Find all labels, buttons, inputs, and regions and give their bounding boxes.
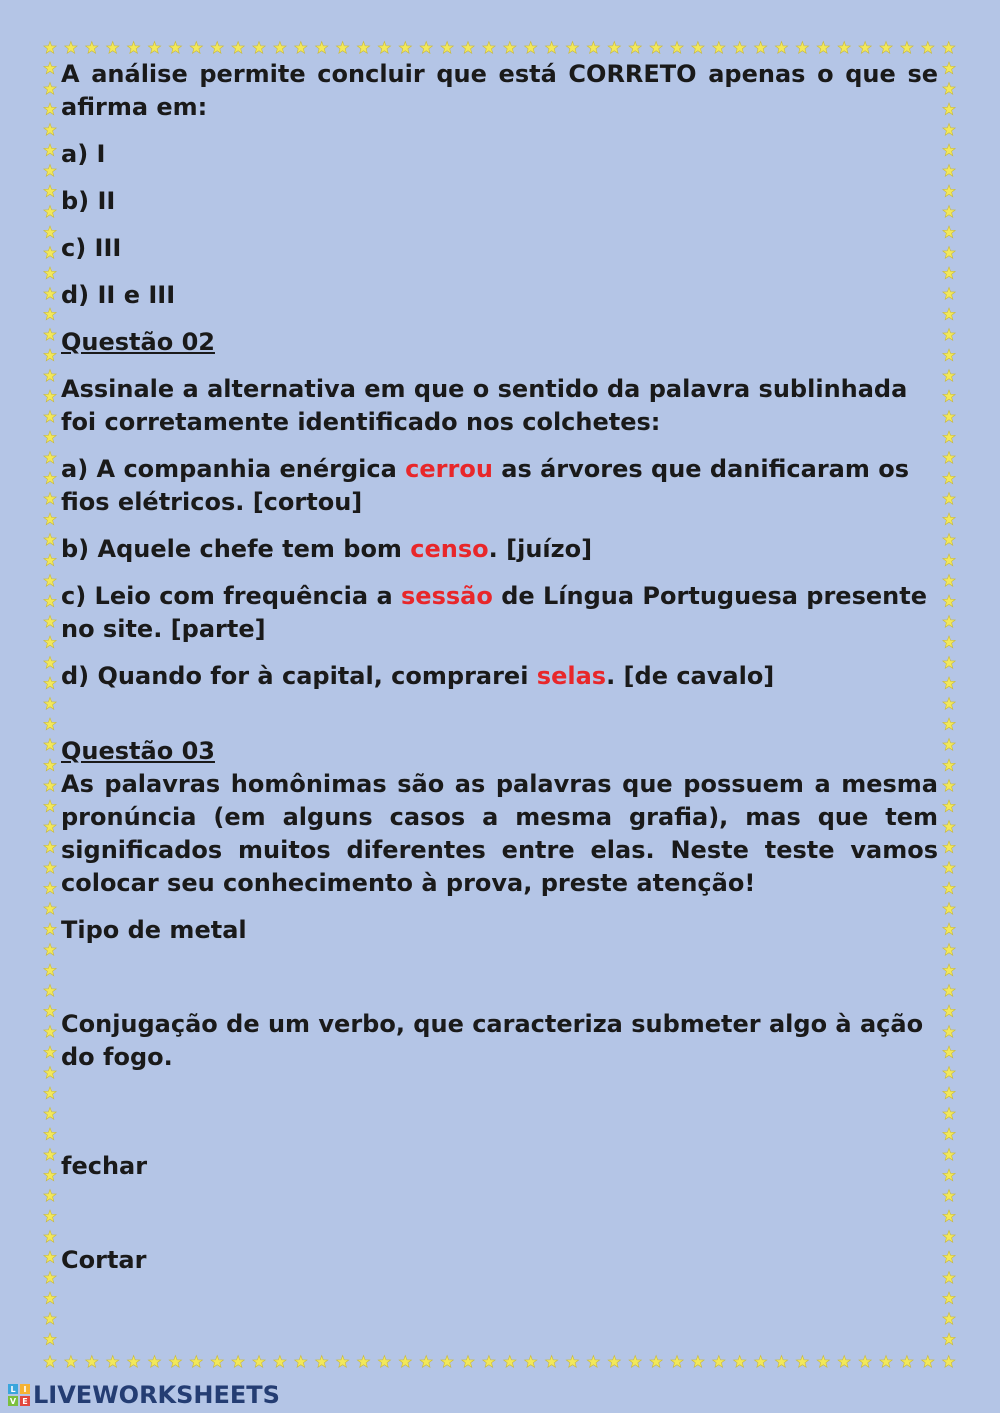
svg-text:I: I [23,1385,27,1394]
star-icon [566,1356,578,1368]
star-icon [943,452,955,464]
star-icon [295,1356,307,1368]
star-icon [504,42,516,54]
star-icon [943,1356,955,1368]
star-icon [86,42,98,54]
star-icon [943,985,955,997]
star-icon [253,1356,265,1368]
star-icon [44,349,56,361]
star-icon [943,780,955,792]
footer-brand[interactable] [8,1380,280,1410]
svg-text:V: V [9,1397,17,1406]
star-icon [943,1087,955,1099]
star-icon [943,206,955,218]
star-icon [880,42,892,54]
star-icon [775,42,787,54]
star-icon [943,1128,955,1140]
star-icon [943,62,955,74]
star-icon [44,657,56,669]
star-icon [943,1313,955,1325]
star-icon [378,1356,390,1368]
star-icon [86,1356,98,1368]
question-01-stem: A análise permite concluir que está CORRETO apenas o que se afirma em: [61,60,938,121]
option-text: d) Quando for à capital, comprarei [61,662,537,690]
star-icon [525,1356,537,1368]
star-icon [44,1210,56,1222]
star-icon [692,42,704,54]
star-icon [713,1356,725,1368]
highlighted-word: censo [410,535,489,563]
option-text: . [de cavalo] [606,662,775,690]
star-icon [44,144,56,156]
star-icon [336,1356,348,1368]
svg-text:L: L [10,1385,16,1394]
star-icon [943,636,955,648]
star-icon [44,226,56,238]
star-icon [44,42,56,54]
star-icon [943,83,955,95]
star-icon [922,42,934,54]
star-icon [943,964,955,976]
star-icon [44,329,56,341]
star-icon [943,390,955,402]
star-icon [44,1169,56,1181]
star-icon [943,903,955,915]
star-icon [943,103,955,115]
star-icon [943,165,955,177]
star-icon [44,1190,56,1202]
option-text: b) Aquele chefe tem bom [61,535,411,563]
star-icon [754,42,766,54]
star-icon [943,349,955,361]
star-icon [943,677,955,689]
star-icon [943,800,955,812]
star-icon [629,42,641,54]
star-icon [817,42,829,54]
star-icon [420,42,432,54]
star-icon [211,1356,223,1368]
star-icon [44,1108,56,1120]
star-icon [943,267,955,279]
star-icon [44,1231,56,1243]
star-icon [44,1149,56,1161]
star-icon [44,185,56,197]
star-icon [587,1356,599,1368]
star-icon [232,42,244,54]
star-icon [566,42,578,54]
star-icon [44,267,56,279]
star-icon [65,1356,77,1368]
star-icon [943,718,955,730]
star-icon [44,62,56,74]
star-icon [44,247,56,259]
star-icon [483,42,495,54]
star-icon [943,1231,955,1243]
star-icon [545,1356,557,1368]
star-icon [127,42,139,54]
star-icon [943,882,955,894]
option-text: c) Leio com frequência a [61,582,402,610]
star-icon [650,42,662,54]
star-icon [943,1169,955,1181]
star-icon [107,42,119,54]
star-icon [44,1292,56,1304]
star-icon [483,1356,495,1368]
star-icon [44,370,56,382]
star-icon [796,42,808,54]
star-icon [316,1356,328,1368]
star-icon [44,698,56,710]
question-01-option-b: b) II [61,187,116,215]
star-icon [629,1356,641,1368]
star-icon [943,288,955,300]
star-icon [943,1005,955,1017]
star-icon [943,657,955,669]
star-icon [545,42,557,54]
star-icon [232,1356,244,1368]
star-icon [838,42,850,54]
star-icon [211,42,223,54]
question-03-clue-4: Cortar [61,1246,147,1274]
star-icon [943,616,955,628]
question-03-clue-2: Conjugação de um verbo, que caracteriza submeter algo à ação do fogo. [61,1010,924,1071]
star-icon [190,1356,202,1368]
star-icon [127,1356,139,1368]
star-icon [943,1251,955,1263]
star-icon [44,513,56,525]
star-icon [943,534,955,546]
star-icon [922,1356,934,1368]
star-icon [316,42,328,54]
star-icon [107,1356,119,1368]
brand-name: LIVEWORKSHEETS [33,1381,280,1409]
star-icon [44,677,56,689]
question-02-option-c [61,580,938,646]
star-icon [943,821,955,833]
star-icon [44,206,56,218]
star-icon [420,1356,432,1368]
star-icon [608,1356,620,1368]
option-text: de Língua Portuguesa presente no site. [parte] [61,582,927,643]
answer-space-2 [61,1088,938,1150]
star-icon [943,185,955,197]
star-icon [901,42,913,54]
star-icon [148,1356,160,1368]
star-icon [943,1067,955,1079]
star-icon [44,534,56,546]
star-icon [943,493,955,505]
star-icon [44,165,56,177]
star-icon [336,42,348,54]
star-icon [943,513,955,525]
star-icon [775,1356,787,1368]
star-icon [44,103,56,115]
star-icon [44,903,56,915]
star-icon [357,1356,369,1368]
star-icon [943,42,955,54]
star-icon [525,42,537,54]
star-icon [608,42,620,54]
star-icon [44,411,56,423]
star-icon [796,1356,808,1368]
star-icon [943,1108,955,1120]
star-icon [44,1356,56,1368]
star-icon [838,1356,850,1368]
star-icon [169,42,181,54]
star-icon [859,1356,871,1368]
star-icon [44,452,56,464]
star-icon [44,882,56,894]
star-icon [943,923,955,935]
star-icon [44,431,56,443]
star-icon [943,1272,955,1284]
star-icon [943,1046,955,1058]
star-icon [943,411,955,423]
star-icon [943,698,955,710]
star-icon [44,1026,56,1038]
question-01-option-c: c) III [61,234,122,262]
star-icon [190,42,202,54]
star-icon [44,1251,56,1263]
star-icon [399,42,411,54]
star-icon [943,759,955,771]
star-icon [253,42,265,54]
star-icon [44,124,56,136]
star-icon [734,42,746,54]
star-icon [943,554,955,566]
highlighted-word: sessão [401,582,493,610]
star-icon [880,1356,892,1368]
star-icon [44,862,56,874]
star-icon [44,718,56,730]
question-03-clue-3: fechar [61,1152,148,1180]
star-icon [44,1333,56,1345]
star-icon [671,1356,683,1368]
star-icon [44,1046,56,1058]
star-icon [754,1356,766,1368]
star-icon [295,42,307,54]
star-icon [943,1026,955,1038]
star-icon [44,616,56,628]
question-01-option-a: a) I [61,140,106,168]
star-icon [44,821,56,833]
question-03-intro: As palavras homônimas são as palavras que possuem a mesma pronúncia (em alguns casos a mesma grafia), mas que tem significados muitos diferentes entre elas. Neste teste vamos colocar seu conhecimento à prova, preste atenção! [61,770,938,897]
highlighted-word: selas [536,662,607,690]
star-icon [462,42,474,54]
star-icon [44,1128,56,1140]
star-icon [44,83,56,95]
question-01-option-d: d) II e III [61,281,176,309]
star-icon [357,42,369,54]
liveworksheets-logo-icon [8,1384,30,1406]
star-icon [943,1210,955,1222]
question-03-title: Questão 03 [61,737,215,765]
star-icon [44,985,56,997]
star-icon [441,42,453,54]
star-icon [943,1333,955,1345]
star-icon [44,636,56,648]
star-icon [44,759,56,771]
question-02-option-a [61,453,938,519]
star-icon [671,42,683,54]
star-icon [943,247,955,259]
star-icon [44,923,56,935]
star-icon [274,1356,286,1368]
star-icon [44,595,56,607]
star-icon [943,944,955,956]
svg-text:E: E [22,1397,28,1406]
star-icon [587,42,599,54]
question-02-option-d [61,660,938,693]
star-icon [943,595,955,607]
star-icon [44,1313,56,1325]
star-icon [44,800,56,812]
answer-space-1 [61,961,938,1008]
star-icon [44,944,56,956]
answer-space-3 [61,1197,938,1244]
star-icon [44,964,56,976]
star-icon [692,1356,704,1368]
star-icon [943,1292,955,1304]
option-text: a) A companhia enérgica [61,455,406,483]
highlighted-word: cerrou [405,455,493,483]
star-icon [44,780,56,792]
star-icon [274,42,286,54]
star-icon [943,144,955,156]
star-icon [44,1005,56,1017]
star-icon [44,554,56,566]
star-icon [44,472,56,484]
option-text: as árvores que danificaram os fios elétricos. [cortou] [61,455,909,516]
star-icon [44,288,56,300]
star-icon [943,329,955,341]
option-text: . [juízo] [488,535,593,563]
star-icon [378,42,390,54]
star-icon [44,1067,56,1079]
star-icon [44,841,56,853]
worksheet-content [61,58,938,1291]
spacer [61,707,938,735]
star-icon [943,841,955,853]
star-icon [943,472,955,484]
question-02-title: Questão 02 [61,328,215,356]
star-icon [462,1356,474,1368]
star-icon [943,1149,955,1161]
star-icon [859,42,871,54]
star-icon [943,739,955,751]
star-icon [44,1087,56,1099]
star-icon [943,431,955,443]
star-icon [44,493,56,505]
star-icon [713,42,725,54]
star-icon [44,1272,56,1284]
star-icon [148,42,160,54]
star-icon [943,575,955,587]
star-icon [65,42,77,54]
question-02-option-b [61,533,938,566]
star-icon [44,739,56,751]
star-icon [943,124,955,136]
star-icon [943,862,955,874]
star-icon [44,308,56,320]
star-icon [399,1356,411,1368]
star-icon [169,1356,181,1368]
star-icon [734,1356,746,1368]
question-02-stem: Assinale a alternativa em que o sentido da palavra sublinhada foi corretamente identificado nos colchetes: [61,375,908,436]
star-icon [901,1356,913,1368]
star-icon [943,370,955,382]
star-icon [504,1356,516,1368]
star-icon [650,1356,662,1368]
question-03-clue-1: Tipo de metal [61,916,247,944]
star-icon [943,308,955,320]
star-icon [44,575,56,587]
star-icon [943,226,955,238]
star-icon [943,1190,955,1202]
star-icon [817,1356,829,1368]
star-icon [441,1356,453,1368]
star-icon [44,390,56,402]
